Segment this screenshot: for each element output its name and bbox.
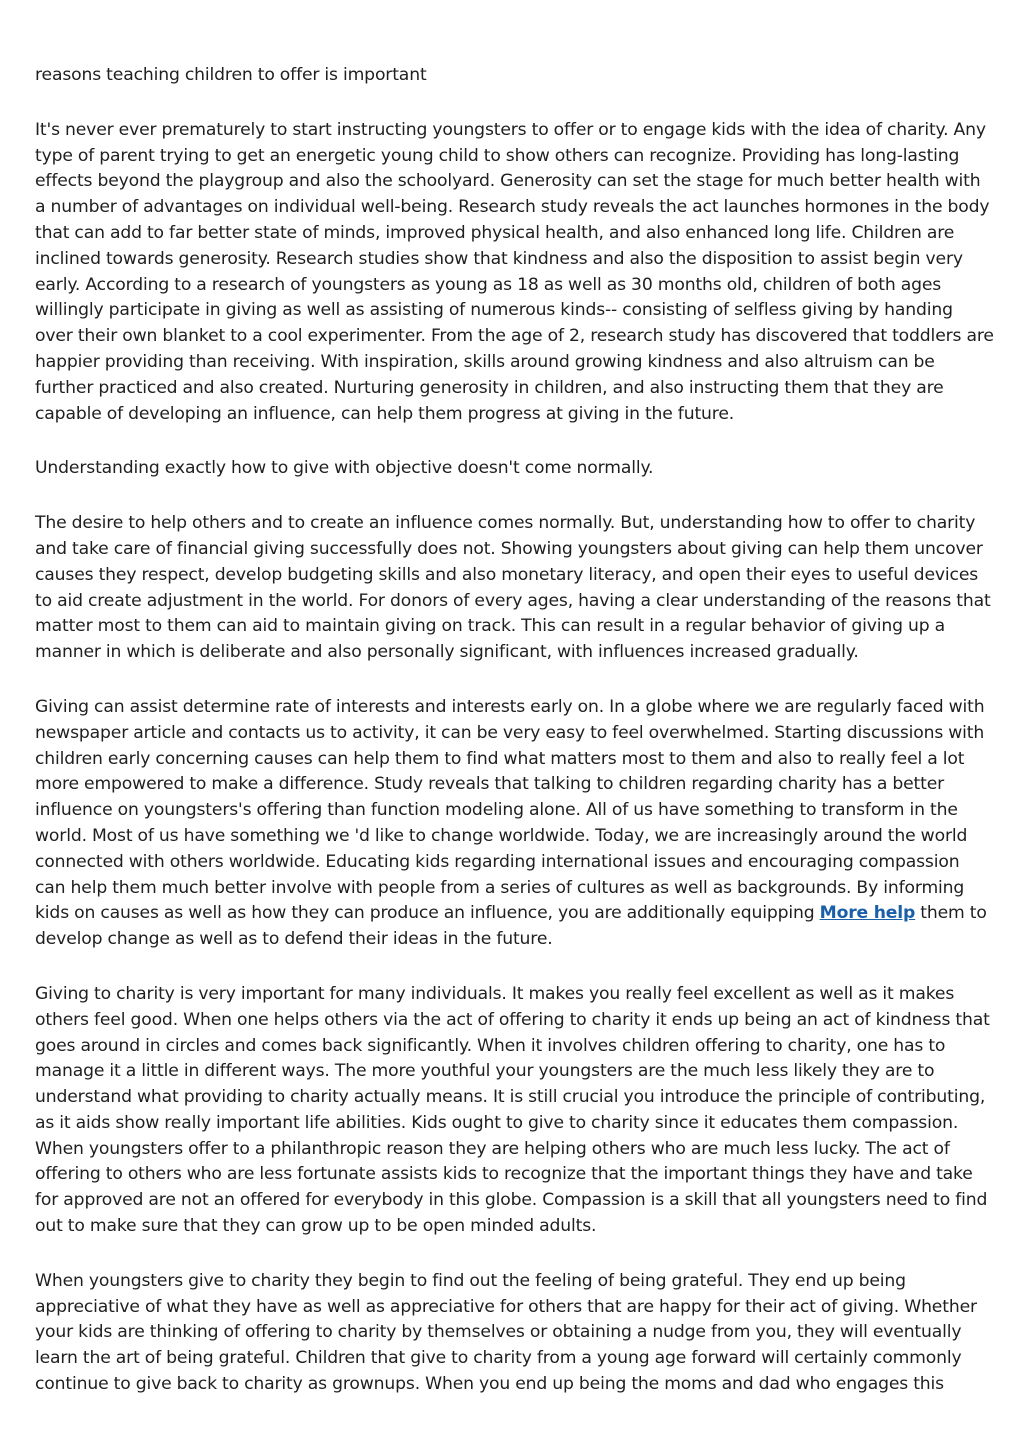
paragraph-3	[35, 695, 994, 953]
paragraph-1: It's never ever prematurely to start instructing youngsters to offer or to engage kids with the idea of charity. Any type of parent trying to get an energetic young child to show others can recognize. Providing has long-lasting effects beyond the playgroup and also the schoolyard. Generosity can set the stage for much better health with a number of advantages on individual well-being. Research study reveals the act launches hormones in the body that can add to far better state of minds, improved physical health, and also enhanced long life. Children are inclined towards generosity. Research studies show that kindness and also the disposition to assist begin very early. According to a research of youngsters as young as 18 as well as 30 months old, children of both ages willingly participate in giving as well as assisting of numerous kinds-- consisting of selfless giving by handing over their own blanket to a cool experimenter. From the age of 2, research study has discovered that toddlers are happier providing than receiving. With inspiration, skills around growing kindness and also altruism can be further practiced and also created. Nurturing generosity in children, and also instructing them that they are capable of developing an influence, can help them progress at giving in the future.	[35, 119, 994, 424]
subheading: Understanding exactly how to give with objective doesn't come normally.	[35, 458, 654, 479]
paragraph-2: The desire to help others and to create an influence comes normally. But, understanding how to offer to charity and take care of financial giving successfully does not. Showing youngsters about giving can help them uncover causes they respect, develop budgeting skills and also monetary literacy, and open their eyes to useful devices to aid create adjustment in the world. For donors of every ages, having a clear understanding of the reasons that matter most to them can aid to maintain giving on track. This can result in a regular behavior of giving up a manner in which is deliberate and also personally significant, with influences increased gradually.	[35, 513, 991, 663]
document-title: reasons teaching children to offer is important	[35, 65, 427, 85]
paragraph-3-text-after-link: them to develop change as well as to defend their ideas in the future.	[35, 903, 987, 950]
paragraph-4: Giving to charity is very important for many individuals. It makes you really feel excellent as well as it makes others feel good. When one helps others via the act of offering to charity it ends up being an act of kindness that goes around in circles and comes back significantly. When it involves children offering to charity, one has to manage it a little in different ways. The more youthful your youngsters are the much less likely they are to understand what providing to charity actually means. It is still crucial you introduce the principle of contributing, as it aids show really important life abilities. Kids ought to give to charity since it educates them compassion. When youngsters offer to a philanthropic reason they are helping others who are much less lucky. The act of offering to others who are less fortunate assists kids to recognize that the important things they have and take for approved are not an offered for everybody in this globe. Compassion is a skill that all youngsters need to find out to make sure that they can grow up to be open minded adults.	[35, 983, 990, 1237]
more-help-link[interactable]: More help	[819, 903, 916, 924]
paragraph-3-text-before-link: Giving can assist determine rate of interests and interests early on. In a globe where we are regularly faced with newspaper article and contacts us to activity, it can be very easy to feel overwhelmed. Starting discussions with children early concerning causes can help them to find what matters most to them and also to really feel a lot more empowered to make a difference. Study reveals that talking to children regarding charity has a better influence on youngsters's offering than function modeling alone. All of us have something to transform in the world. Most of us have something we 'd like to change worldwide. Today, we are increasingly around the world connected with others worldwide. Educating kids regarding international issues and encouraging compassion can help them much better involve with people from a series of cultures as well as backgrounds. By informing kids on causes as well as how they can produce an influence, you are additionally equipping	[35, 696, 985, 924]
paragraph-5: When youngsters give to charity they begin to find out the feeling of being grateful. They end up being appreciative of what they have as well as appreciative for others that are happy for their act of giving. Whether your kids are thinking of offering to charity by themselves or obtaining a nudge from you, they will eventually learn the art of being grateful. Children that give to charity from a young age forward will certainly commonly continue to give back to charity as grownups. When you end up being the moms and dad who engages this	[35, 1270, 977, 1395]
